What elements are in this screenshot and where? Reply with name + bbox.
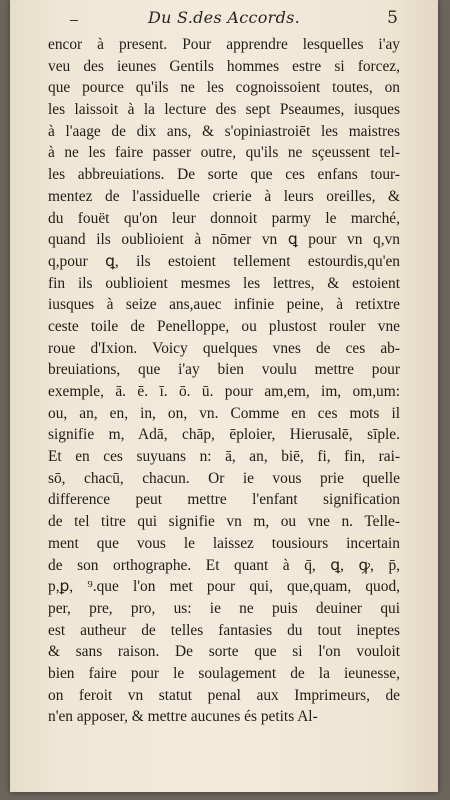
text-line: p,ꝑ, ⁹.que l'on met pour qui, que,quam, quod, (48, 578, 400, 596)
text-line: & sans raison. De sorte que si l'on vouloit (48, 643, 400, 661)
text-line: quand ils oublioient à nōmer vn ꝗ pour vn q,vn (48, 231, 400, 249)
page-number: 5 (387, 8, 398, 28)
text-line: sō, chacū, chacun. Or ie vous prie quelle (48, 469, 400, 487)
text-line: ment que vous le laissez tousiours incertain (48, 534, 400, 552)
text-line: Et en ces suyuans n: ā, an, biē, fi, fin, rai- (48, 448, 400, 466)
text-line: encor à present. Pour apprendre lesquelles i'ay (48, 36, 400, 53)
text-line: ou, an, en, in, on, vn. Comme en ces mots il (48, 404, 400, 422)
text-line: breuiations, que i'ay bien voulu mettre pour (48, 361, 400, 379)
text-line: les laissoit à la lecture des sept Pseaumes, iusques (48, 101, 400, 119)
text-line: on feroit vn statut penal aux Imprimeurs, de (48, 686, 400, 704)
text-line: signifie m, Adā, chāp, ēploier, Hierusalē, sīple. (48, 426, 400, 444)
book-page (10, 0, 438, 792)
text-line: ceste toile de Penelloppe, ou plustost rouler vne (48, 317, 400, 335)
text-line: les abbreuiations. De sorte que ces enfans tour- (48, 166, 400, 184)
text-line: à l'aage de dix ans, & s'opiniastroiēt les maistres (48, 122, 400, 140)
text-line: du fouët qu'on leur donnoit parmy le marché, (48, 209, 400, 227)
text-line: est autheur de telles fantasies du tout ineptes (48, 621, 400, 639)
text-line: n'en apposer, & mettre aucunes és petits Al- (48, 708, 318, 726)
text-line: difference peut mettre l'enfant signification (48, 491, 400, 509)
body-text (48, 34, 400, 728)
text-line: per, pre, pro, us: ie ne puis deuiner qui (48, 599, 400, 617)
text-line: fin ils oublioient mesmes les lettres, & estoient (48, 274, 400, 292)
text-line: veu des ieunes Gentils hommes estre si forcez, (48, 57, 400, 75)
page-header (10, 8, 438, 36)
text-line: exemple, ā. ē. ī. ō. ū. pour am,em, im, om,um: (48, 383, 400, 400)
text-line: de tel titre qui signifie vn m, ou vne n. Telle- (48, 513, 400, 531)
running-title: Du S.des Accords. (147, 8, 301, 27)
text-line: à ne les faire passer outre, qu'ils ne sçeussent tel- (48, 144, 400, 162)
text-line: de son orthographe. Et quant à q̄, ꝗ, ꝙ, p̄, (48, 556, 400, 574)
text-line: bien faire pour le soulagement de la ieunesse, (48, 664, 400, 682)
text-line: q,pour ꝗ, ils estoient tellement estourdis,qu'en (48, 252, 400, 270)
text-line: mentez de l'assiduelle crierie à leurs oreilles, & (48, 187, 400, 205)
text-line: roue d'Ixion. Voicy quelques vnes de ces ab- (48, 339, 400, 357)
text-line: iusques à seize ans,auec infinie peine, à retixtre (48, 296, 400, 314)
text-line: que pource qu'ils ne les cognoissoient toutes, on (48, 79, 400, 97)
